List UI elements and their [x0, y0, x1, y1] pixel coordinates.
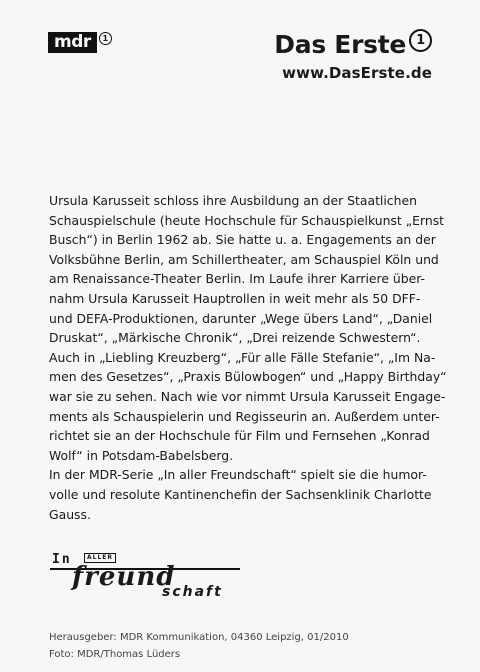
- bio-line: ments als Schauspielerin und Regisseurin an. Außerdem unter-: [49, 408, 440, 424]
- bio-line: Auch in „Liebling Kreuzberg“, „Für alle Fälle Stefanie“, „Im Na-: [49, 349, 436, 365]
- in-aller-freundschaft-logo: [44, 552, 254, 608]
- ard-one-icon: 1: [99, 32, 112, 45]
- biography-text: [49, 191, 447, 524]
- bio-line: am Renaissance-Theater Berlin. Im Laufe ihrer Karriere über-: [49, 271, 426, 287]
- bio-line: Gauss.: [49, 506, 91, 522]
- bio-line: Busch“) in Berlin 1962 ab. Sie hatte u. a. Engagements an der: [49, 232, 436, 248]
- photo-credit: Foto: MDR/Thomas Lüders: [49, 649, 181, 660]
- bio-line: Ursula Karusseit schloss ihre Ausbildung an der Staatlichen: [49, 193, 417, 208]
- bio-line: war sie zu sehen. Nach wie vor nimmt Ursula Karusseit Engage-: [49, 388, 446, 404]
- logo-in: In: [52, 552, 72, 567]
- bio-line: Schauspielschule (heute Hochschule für Schauspielkunst „Ernst: [49, 212, 445, 228]
- das-erste-url: www.DasErste.de: [282, 64, 432, 82]
- mdr-logo: [48, 32, 112, 53]
- footer-credits: [49, 629, 449, 663]
- bio-line: In der MDR-Serie „In aller Freundschaft“ spielt sie die humor-: [49, 467, 427, 483]
- bio-line: Druskat“, „Märkische Chronik“, „Drei reizende Schwestern“.: [49, 330, 421, 346]
- das-erste-title-row: [274, 30, 432, 60]
- das-erste-one-icon: 1: [409, 29, 432, 52]
- bio-line: und DEFA-Produktionen, darunter „Wege übers Land“, „Daniel: [49, 310, 433, 326]
- bio-line: men des Gesetzes“, „Praxis Bülowbogen“ und „Happy Birthday“: [49, 369, 447, 385]
- das-erste-logo: [274, 30, 432, 82]
- logo-freund: freund: [72, 562, 176, 592]
- bio-line: volle und resolute Kantinenchefin der Sachsenklinik Charlotte: [49, 486, 432, 502]
- bio-line: Volksbühne Berlin, am Schillertheater, am Schauspiel Köln und: [49, 251, 439, 267]
- bio-line: richtet sie an der Hochschule für Film und Fernsehen „Konrad: [49, 428, 430, 444]
- bio-line: Wolf“ in Potsdam-Babelsberg.: [49, 447, 234, 463]
- logo-aller: ALLER: [84, 553, 116, 563]
- mdr-logo-text: mdr: [48, 32, 97, 53]
- publisher-line: Herausgeber: MDR Kommunikation, 04360 Leipzig, 01/2010: [49, 632, 349, 643]
- bio-line: nahm Ursula Karusseit Hauptrollen in weit mehr als 50 DFF-: [49, 290, 421, 306]
- logo-schaft: schaft: [162, 584, 223, 600]
- das-erste-title: Das Erste: [274, 30, 406, 59]
